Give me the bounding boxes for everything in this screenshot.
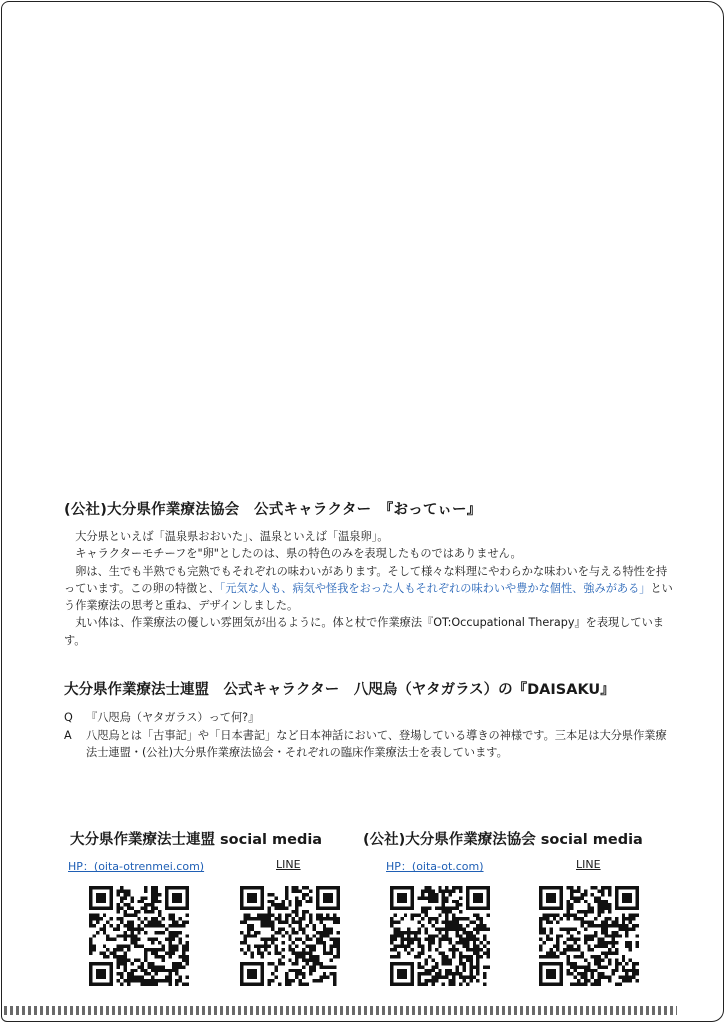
highlight-quote: 「元気な人も、病気や怪我をおった人もそれぞれの味わいや豊かな個性、強みがある」	[219, 581, 651, 595]
line-link-right[interactable]: LINE	[576, 858, 601, 871]
qr-code-icon[interactable]	[539, 886, 639, 986]
answer-row	[64, 727, 676, 762]
hp-link-right[interactable]: HP：(oita-ot.com)	[386, 860, 484, 873]
qr-code-icon[interactable]	[89, 886, 189, 986]
section1-body	[64, 528, 676, 649]
answer-mark: A	[64, 728, 72, 742]
paragraph-text: 卵は、生でも半熟でも完熟でもそれぞれの味わいがあります。そして様々な料理にやわらかな味わいを与える特性を持っています。この卵の特徴と、	[64, 564, 668, 595]
paragraph: キャラクターモチーフを"卵"としたのは、県の特色のみを表現したものではありません。	[75, 547, 522, 561]
line-link-left[interactable]: LINE	[276, 858, 301, 871]
qr-code-icon[interactable]	[240, 886, 340, 986]
social-heading-right: (公社)大分県作業療法協会 social media	[363, 832, 643, 848]
paragraph-text: という作業療法の思考と重ね、デザインしました。	[64, 581, 673, 613]
qa-block	[64, 709, 676, 762]
question-mark: Q	[64, 711, 73, 724]
bottom-dashed-border	[4, 1006, 677, 1015]
question-text: 『八咫烏（ヤタガラス）って何?』	[86, 711, 260, 724]
question-row	[64, 709, 676, 727]
qr-code-icon[interactable]	[390, 886, 490, 986]
section2-title: 大分県作業療法士連盟 公式キャラクター 八咫烏（ヤタガラス）の『DAISAKU』	[64, 682, 615, 698]
hp-link-left[interactable]: HP：(oita-otrenmei.com)	[68, 860, 205, 873]
section1-title: (公社)大分県作業療法協会 公式キャラクター 『おってぃー』	[64, 502, 482, 518]
answer-text: 八咫烏とは「古事記」や「日本書記」など日本神話において、登場している導きの神様です。三本足は大分県作業療法士連盟・(公社)大分県作業療法協会・それぞれの臨床作業療法士を表しています。	[86, 728, 667, 759]
paragraph	[64, 563, 676, 615]
social-heading-left: 大分県作業療法士連盟 social media	[70, 832, 323, 848]
paragraph: 丸い体は、作業療法の優しい雰囲気が出るように。体と杖で作業療法『OT:Occupational Therapy』を表現しています。	[64, 616, 664, 647]
paragraph: 大分県といえば「温泉県おおいた」、温泉といえば「温泉卵」。	[75, 530, 389, 543]
